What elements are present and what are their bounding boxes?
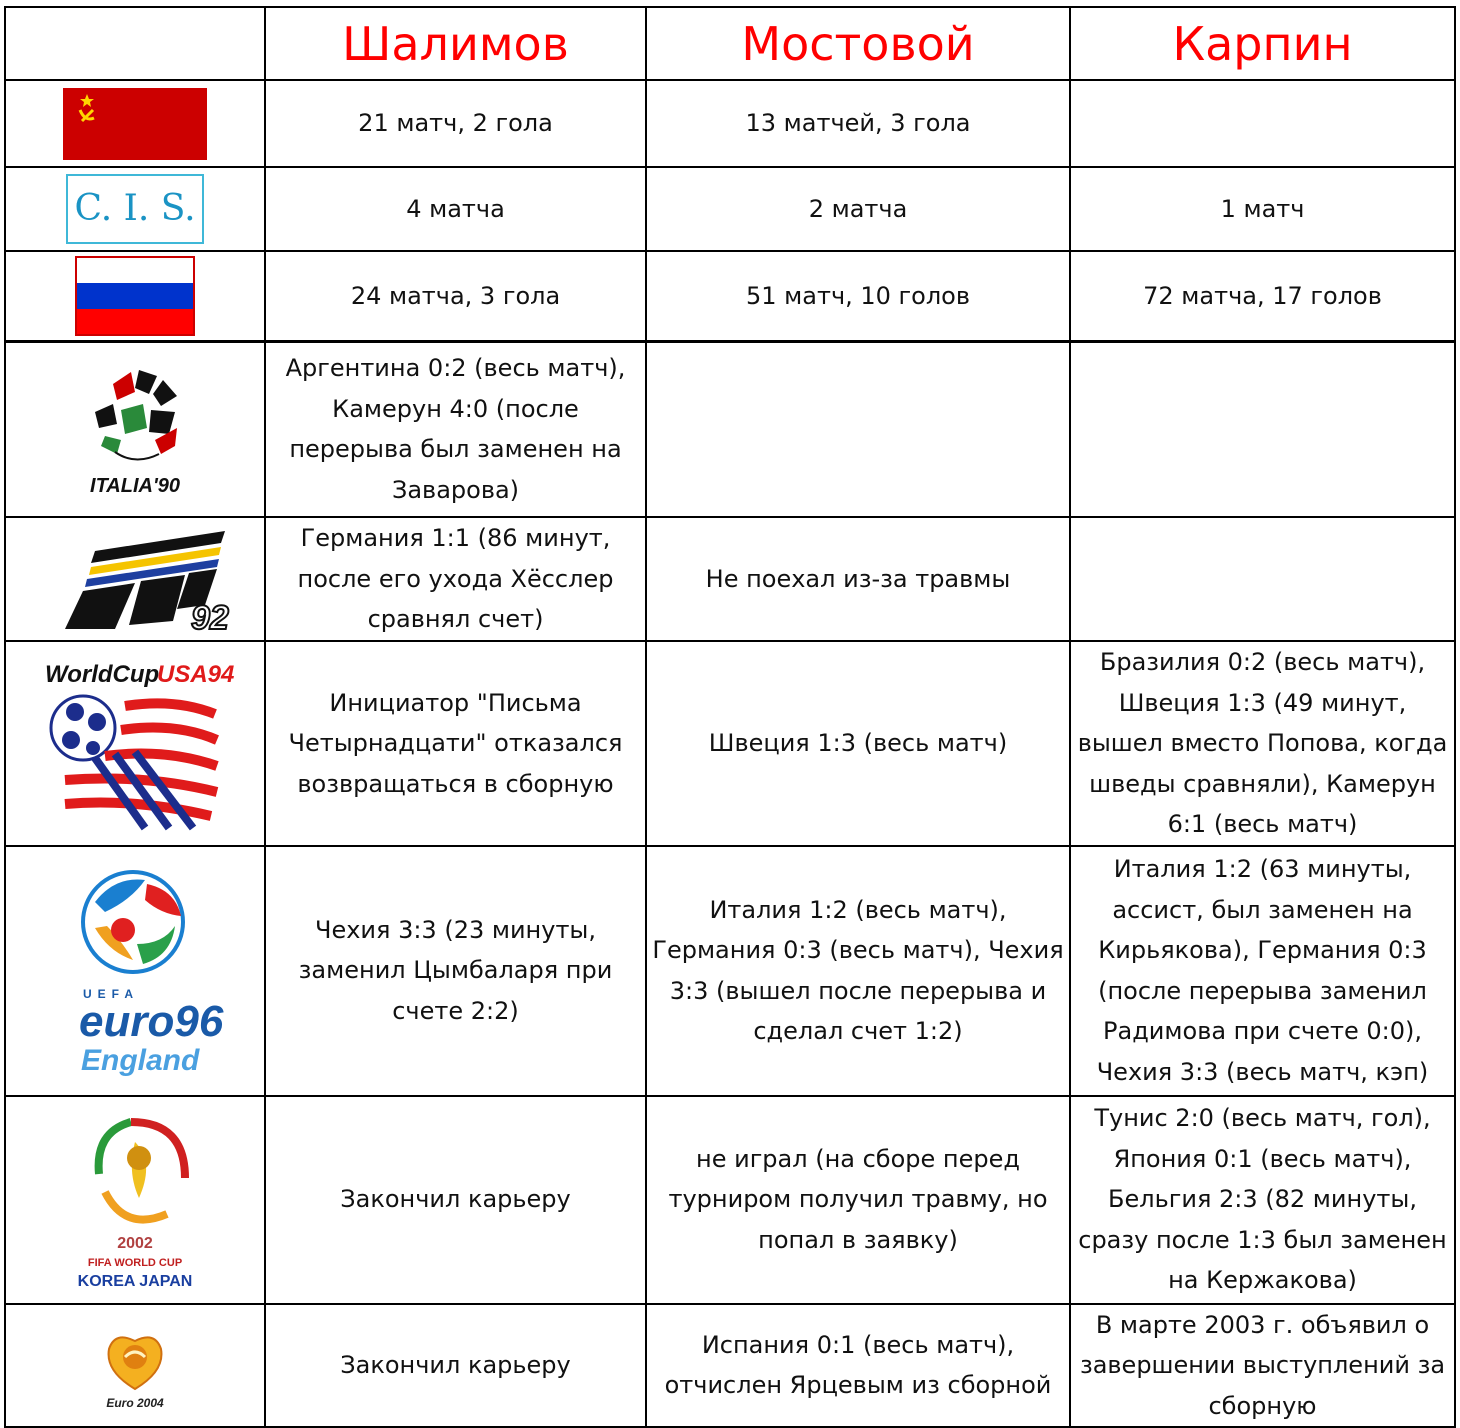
wc-2002-shalimov: Закончил карьеру <box>265 1096 646 1304</box>
euro-96-mostovoy: Италия 1:2 (весь матч), Германия 0:3 (весь матч), Чехия 3:3 (вышел после перерыва и сделал счет 1:2) <box>646 846 1070 1096</box>
cis-shalimov: 4 матча <box>265 167 646 251</box>
ussr-flag-icon <box>5 80 265 167</box>
euro-2004-mostovoy: Испания 0:1 (весь матч), отчислен Ярцевым из сборной <box>646 1304 1070 1428</box>
euro-92-shalimov: Германия 1:1 (86 минут, после его ухода Хёсслер сравнял счет) <box>265 517 646 641</box>
euro96-text-uefa: UEFA <box>83 986 140 1001</box>
euro-2004-portugal-logo <box>5 1304 265 1428</box>
wc-94-shalimov: Инициатор "Письма Четырнадцати" отказался возвращаться в сборную <box>265 641 646 846</box>
euro96-text-euro96: euro96 <box>79 996 224 1046</box>
svg-text:92: 92 <box>191 599 229 637</box>
russia-karpin: 72 матча, 17 голов <box>1070 251 1455 341</box>
cis-karpin: 1 матч <box>1070 167 1455 251</box>
header-mostovoy: Мостовой <box>646 7 1070 80</box>
header-karpin: Карпин <box>1070 7 1455 80</box>
italia-90-mostovoy <box>646 341 1070 517</box>
euro96-text-england: England <box>81 1043 200 1077</box>
wc-94-mostovoy: Швеция 1:3 (весь матч) <box>646 641 1070 846</box>
euro-92-karpin <box>1070 517 1455 641</box>
table-row <box>5 251 1455 341</box>
euro-96-shalimov: Чехия 3:3 (23 минуты, заменил Цымбаларя при счете 2:2) <box>265 846 646 1096</box>
table-row <box>5 641 1455 846</box>
ussr-karpin <box>1070 80 1455 167</box>
euro-2004-karpin: В марте 2003 г. объявил о завершении выступлений за сборную <box>1070 1304 1455 1428</box>
table-row <box>5 1304 1455 1428</box>
euro-92-mostovoy: Не поехал из-за травмы <box>646 517 1070 641</box>
wc-94-karpin: Бразилия 0:2 (весь матч), Швеция 1:3 (49 минут, вышел вместо Попова, когда шведы сравняли), Камерун 6:1 (весь матч) <box>1070 641 1455 846</box>
russia-flag-icon <box>5 251 265 341</box>
table-row <box>5 341 1455 517</box>
italia-90-karpin <box>1070 341 1455 517</box>
table-row <box>5 1096 1455 1304</box>
table-row <box>5 167 1455 251</box>
euro04-text: Euro 2004 <box>106 1396 164 1411</box>
wc02-text-fifa: FIFA WORLD CUP <box>87 1256 183 1269</box>
wc-2002-mostovoy: не играл (на сборе перед турниром получил травму, но попал в заявку) <box>646 1096 1070 1304</box>
ussr-shalimov: 21 матч, 2 гола <box>265 80 646 167</box>
header-row <box>5 7 1455 80</box>
career-table <box>4 6 1456 1428</box>
table-row <box>5 846 1455 1096</box>
euro-2004-shalimov: Закончил карьеру <box>265 1304 646 1428</box>
wc94-text-worldcup: WorldCup <box>45 661 160 689</box>
italia-90-logo <box>5 341 265 517</box>
wc-2002-karpin: Тунис 2:0 (весь матч, гол), Япония 0:1 (весь матч), Бельгия 2:3 (82 минуты, сразу после 1:3 был заменен на Кержакова) <box>1070 1096 1455 1304</box>
cis-mostovoy: 2 матча <box>646 167 1070 251</box>
ussr-mostovoy: 13 матчей, 3 гола <box>646 80 1070 167</box>
world-cup-usa-94-logo <box>5 641 265 846</box>
russia-shalimov: 24 матча, 3 гола <box>265 251 646 341</box>
cis-logo-text: C. I. S. <box>66 174 204 244</box>
euro-96-england-logo <box>5 846 265 1096</box>
wc02-text-hosts: KOREA JAPAN <box>77 1272 193 1290</box>
italia-90-shalimov: Аргентина 0:2 (весь матч), Камерун 4:0 (после перерыва был заменен на Заварова) <box>265 341 646 517</box>
italia-90-text: ITALIA'90 <box>90 475 180 498</box>
header-shalimov: Шалимов <box>265 7 646 80</box>
table-row <box>5 517 1455 641</box>
cis-logo <box>5 167 265 251</box>
header-empty-cell <box>5 7 265 80</box>
russia-mostovoy: 51 матч, 10 голов <box>646 251 1070 341</box>
euro-96-karpin: Италия 1:2 (63 минуты, ассист, был заменен на Кирьякова), Германия 0:3 (после перерыва заменил Радимова при счете 0:0), Чехия 3:3 (весь матч, кэп) <box>1070 846 1455 1096</box>
fifa-world-cup-2002-korea-japan-logo <box>5 1096 265 1304</box>
uefa-euro-92-logo <box>5 517 265 641</box>
wc94-text-usa94: USA94 <box>157 661 235 689</box>
wc02-text-year: 2002 <box>117 1234 153 1252</box>
table-row <box>5 80 1455 167</box>
